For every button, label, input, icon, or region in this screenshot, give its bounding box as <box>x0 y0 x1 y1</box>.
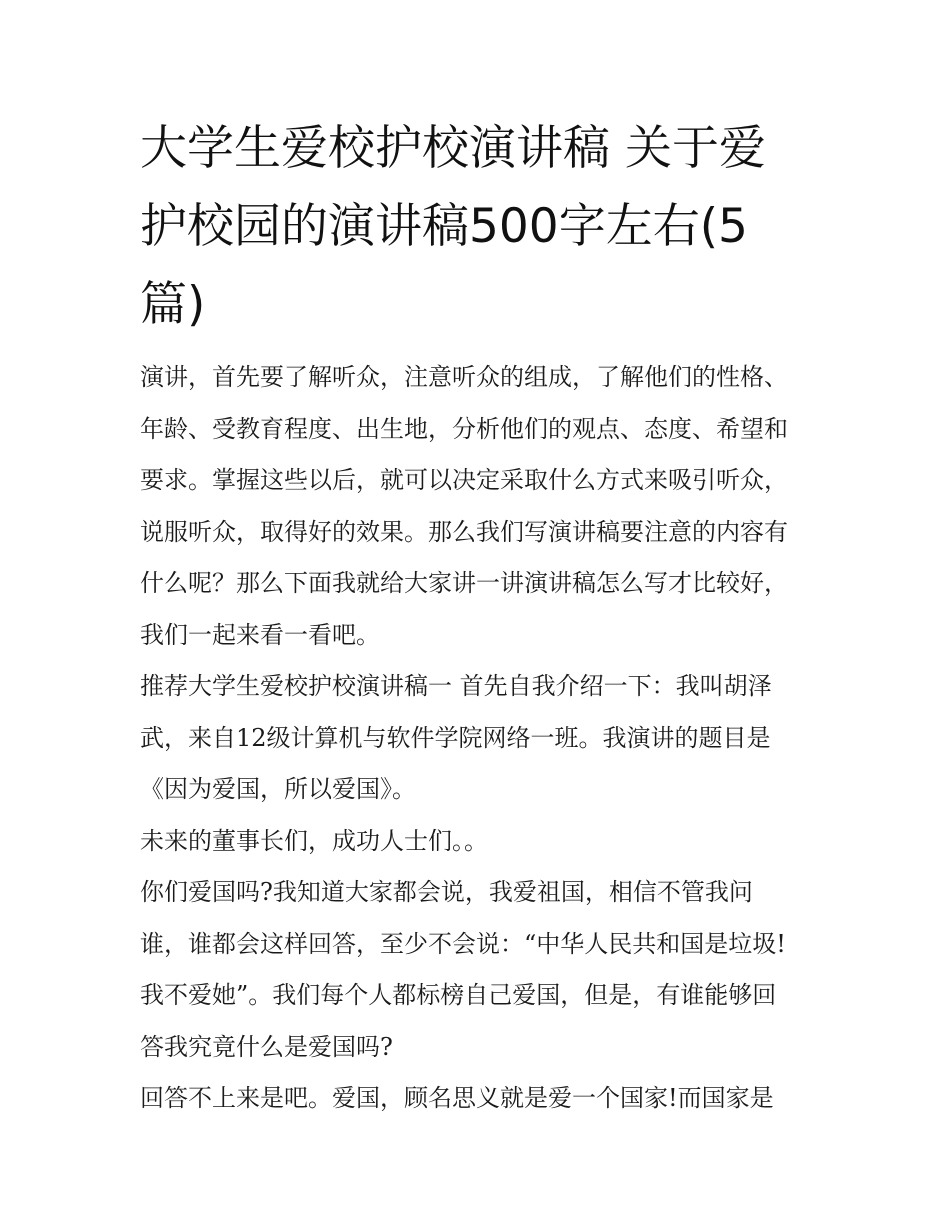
text-line: 要求。掌握这些以后，就可以决定采取什么方式来吸引听众， <box>140 466 788 494</box>
text-line: 什么呢？那么下面我就给大家讲一讲演讲稿怎么写才比较好， <box>140 569 788 597</box>
paragraph-question <box>140 867 820 1073</box>
title-line: 篇) <box>140 277 206 332</box>
text-line: 未来的董事长们，成功人士们。。 <box>140 826 488 855</box>
paragraph-recommend <box>140 661 820 816</box>
text-line: 我不爱她”。我们每个人都标榜自己爱国，但是，有谁能够回 <box>140 981 777 1009</box>
document-body <box>140 352 820 1125</box>
paragraph-intro <box>140 352 820 661</box>
text-line: 说服听众，取得好的效果。那么我们写演讲稿要注意的内容有 <box>140 517 788 546</box>
document-title <box>140 110 820 344</box>
text-line: 我们一起来看一看吧。 <box>140 620 380 649</box>
title-line: 护校园的演讲稿500字左右(5 <box>140 199 748 254</box>
title-line: 大学生爱校护校演讲稿 关于爱 <box>140 121 766 176</box>
text-line: 回答不上来是吧。爱国，顾名思义就是爱一个国家!而国家是 <box>140 1084 774 1112</box>
text-line: 答我究竟什么是爱国吗? <box>140 1032 393 1061</box>
text-line: 推荐大学生爱校护校演讲稿一 首先自我介绍一下：我叫胡泽 <box>140 672 772 700</box>
text-line: 《因为爱国，所以爱国》。 <box>140 775 416 803</box>
text-line: 年龄、受教育程度、出生地，分析他们的观点、态度、希望和 <box>140 414 788 443</box>
paragraph-greeting <box>140 816 820 868</box>
text-line: 演讲，首先要了解听众，注意听众的组成，了解他们的性格、 <box>140 363 788 391</box>
text-line: 谁，谁都会这样回答，至少不会说：“中华人民共和国是垃圾! <box>140 929 786 958</box>
text-line: 你们爱国吗?我知道大家都会说，我爱祖国，相信不管我问 <box>140 878 753 906</box>
text-line: 武，来自12级计算机与软件学院网络一班。我演讲的题目是 <box>140 723 771 752</box>
paragraph-answer <box>140 1073 820 1125</box>
